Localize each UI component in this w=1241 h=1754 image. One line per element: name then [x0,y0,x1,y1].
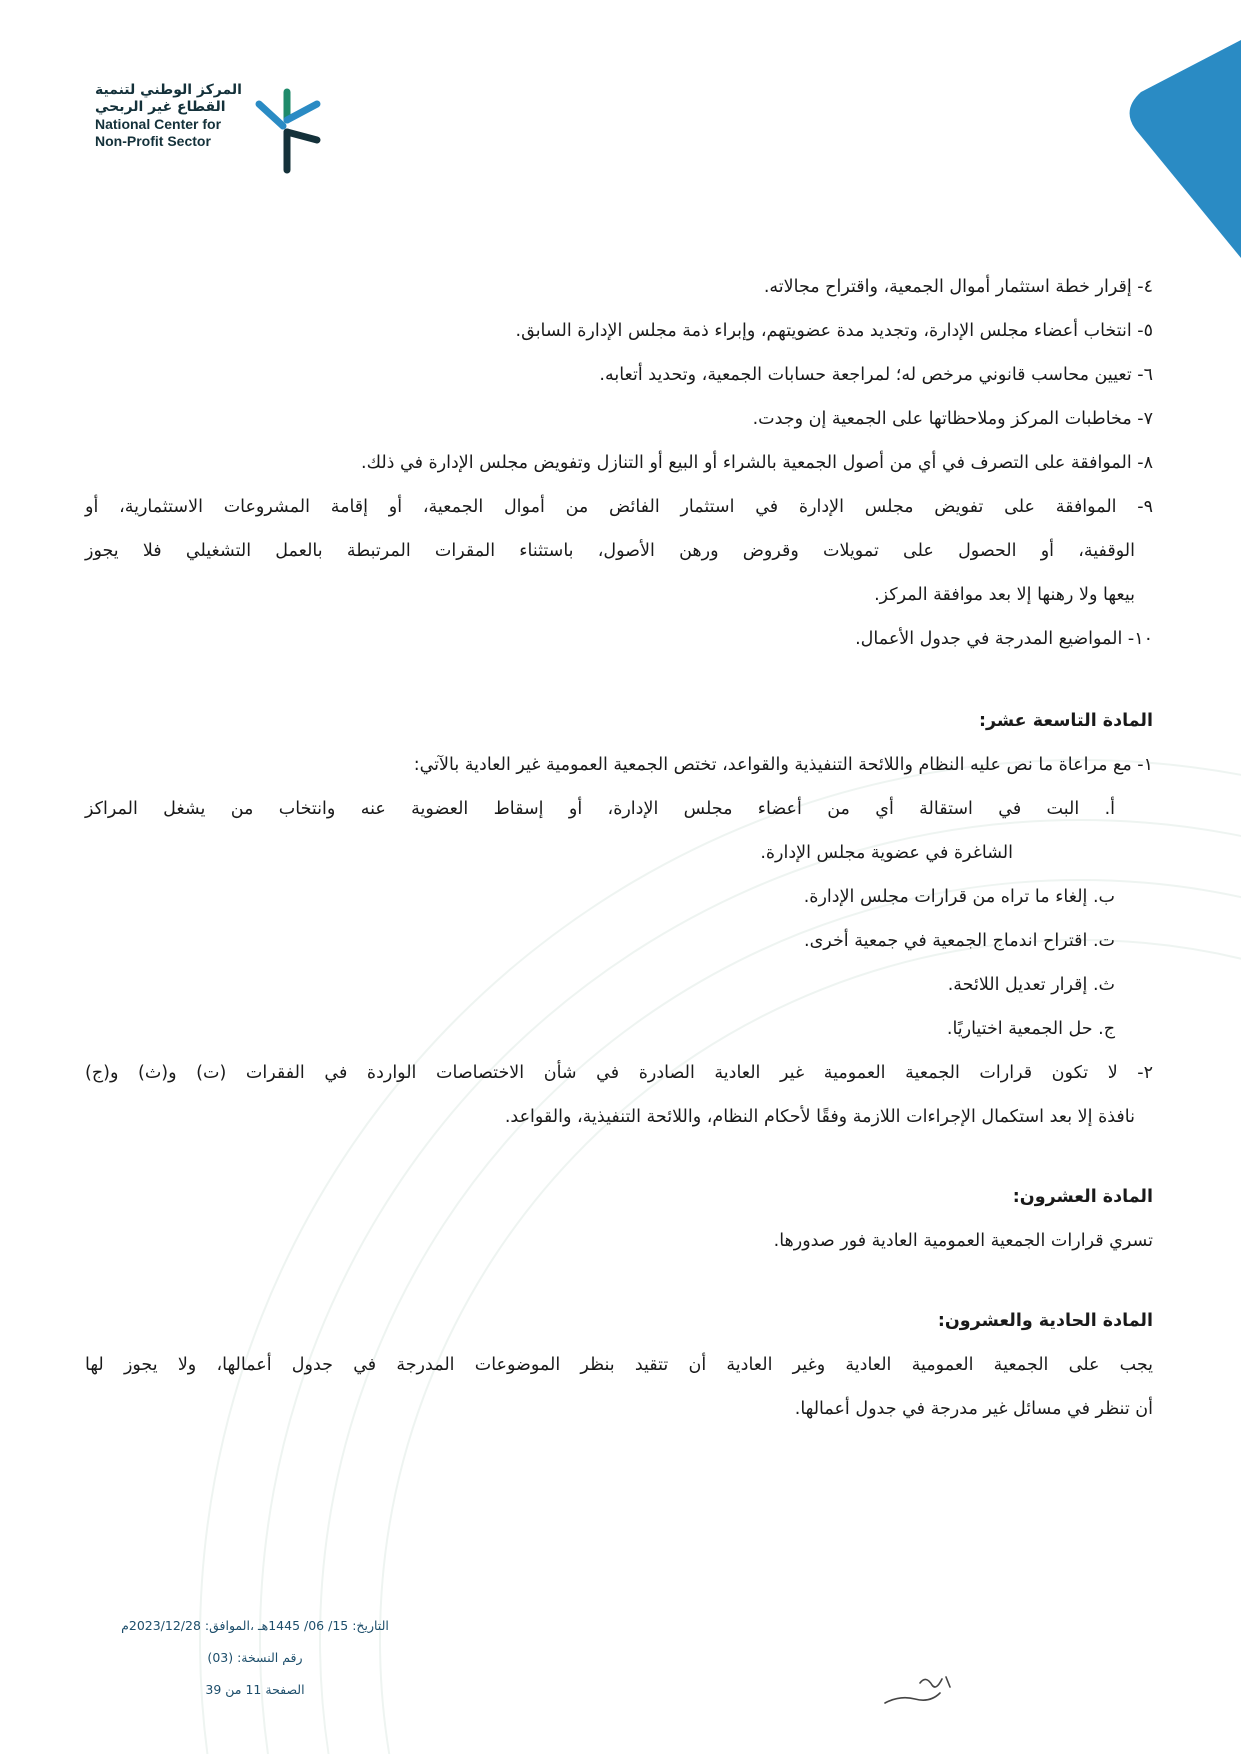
document-body [85,265,1153,1431]
article-21-line2: أن تنظر في مسائل غير مدرجة في جدول أعمالها. [794,1399,1153,1419]
article-19-title: المادة التاسعة عشر: [978,711,1153,731]
list-item-10: ١٠- المواضيع المدرجة في جدول الأعمال. [855,629,1153,649]
list-item: ٤- إقرار خطة استثمار أموال الجمعية، واقتراح مجالاته. [763,277,1153,297]
logo-mark-icon [247,82,327,178]
logo-english-line2: Non-Profit Sector [95,133,211,149]
list-item: ٧- مخاطبات المركز وملاحظاتها على الجمعية إن وجدت. [752,409,1153,429]
logo-english-line1: National Center for [95,116,222,132]
article-19-item-t: ت. اقتراح اندماج الجمعية في جمعية أخرى. [804,931,1115,951]
footer-date: التاريخ: 15/ 06/ 1445هـ ،الموافق: 2023/12/28م [121,1618,389,1633]
article-21-line1: يجب على الجمعية العمومية العادية وغير العادية أن تتقيد بنظر الموضوعات المدرجة في جدول أعمالها، ولا يجوز لها [85,1355,1153,1375]
article-19-paragraph-1: ١- مع مراعاة ما نص عليه النظام واللائحة التنفيذية والقواعد، تختص الجمعية العمومية غير العادية بالآتي: [413,755,1153,775]
logo [95,82,335,182]
article-19-item-th: ث. إقرار تعديل اللائحة. [947,975,1115,995]
article-19-item-b: ب. إلغاء ما تراه من قرارات مجلس الإدارة. [803,887,1115,907]
article-20-title: المادة العشرون: [1012,1187,1153,1207]
article-19-paragraph-2-line2: نافذة إلا بعد استكمال الإجراءات اللازمة وفقًا لأحكام النظام، واللائحة التنفيذية، والقواعد. [504,1107,1135,1127]
list-item: ٨- الموافقة على التصرف في أي من أصول الجمعية بالشراء أو البيع أو التنازل وتفويض مجلس الإدارة في ذلك. [361,453,1153,473]
article-19-item-a-line1: أ. البت في استقالة أي من أعضاء مجلس الإدارة، أو إسقاط العضوية عنه وانتخاب من يشغل المراكز [85,799,1115,819]
signature-icon [880,1665,970,1715]
article-19-paragraph-2-line1: ٢- لا تكون قرارات الجمعية العمومية غير العادية الصادرة في شأن الاختصاصات الواردة في الفقرات (ت) و(ث) و(ج) [85,1063,1153,1083]
list-item-9-line2: الوقفية، أو الحصول على تمويلات وقروض ورهن الأصول، باستثناء المقرات المرتبطة بالعمل التشغيلي فلا يجوز [85,541,1135,561]
article-19-item-a-line2: الشاغرة في عضوية مجلس الإدارة. [760,843,1013,863]
logo-arabic-line2: القطاع غير الربحي [95,99,226,115]
list-item: ٥- انتخاب أعضاء مجلس الإدارة، وتجديد مدة عضويتهم، وإبراء ذمة مجلس الإدارة السابق. [515,321,1153,341]
list-item: ٦- تعيين محاسب قانوني مرخص له؛ لمراجعة حسابات الجمعية، وتحديد أتعابه. [599,365,1153,385]
page-footer [85,1610,425,1706]
footer-page-number: الصفحة 11 من 39 [205,1682,305,1697]
corner-shape [1111,0,1241,260]
list-item-9-line1: ٩- الموافقة على تفويض مجلس الإدارة في استثمار الفائض من أموال الجمعية، أو إقامة المشروعات الاستثمارية، أو [85,497,1153,517]
article-19-item-j: ج. حل الجمعية اختياريًا. [946,1019,1115,1039]
logo-arabic-line1: المركز الوطني لتنمية [95,82,242,98]
article-21-title: المادة الحادية والعشرون: [937,1311,1153,1331]
logo-text [95,82,245,150]
footer-version: رقم النسخة: (03) [207,1650,303,1665]
article-20-text: تسري قرارات الجمعية العمومية العادية فور صدورها. [773,1231,1153,1251]
list-item-9-line3: بيعها ولا رهنها إلا بعد موافقة المركز. [874,585,1135,605]
